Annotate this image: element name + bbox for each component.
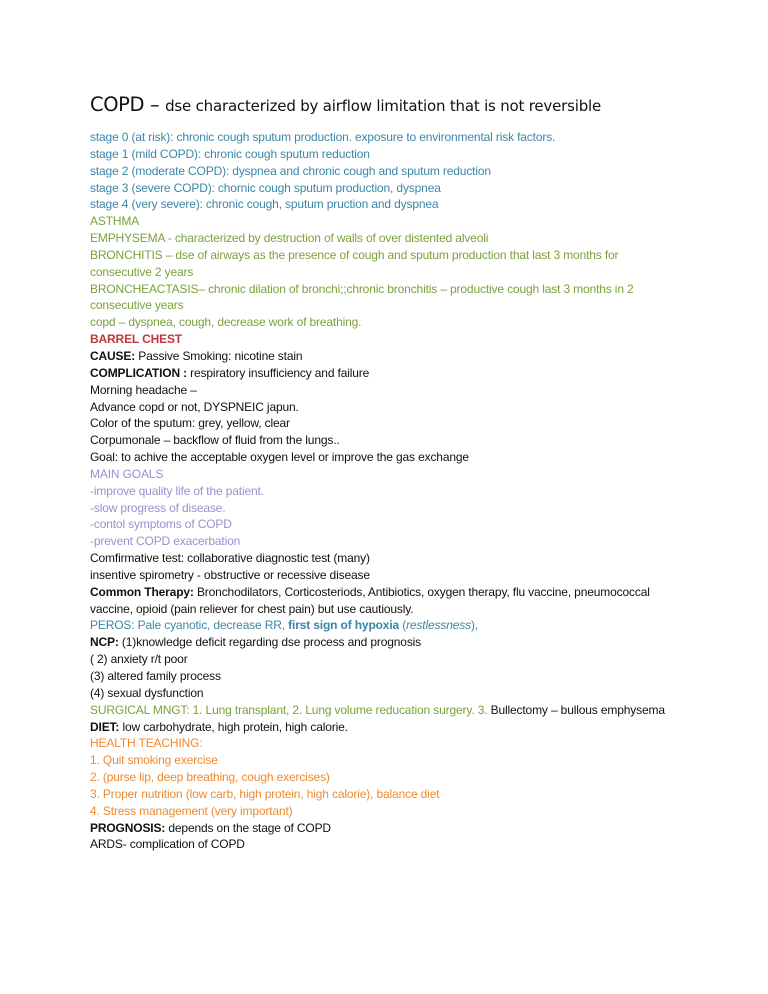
page-title xyxy=(90,93,601,116)
ncp-text: (1)knowledge deficit regarding dse process and prognosis xyxy=(118,635,422,650)
ards-line: ARDS- complication of COPD xyxy=(90,837,245,852)
cause-label: CAUSE: xyxy=(90,348,136,363)
sputum-color-line: Color of the sputum: grey, yellow, clear xyxy=(90,416,290,431)
barrel-chest-heading: BARREL CHEST xyxy=(90,332,182,347)
asthma-heading: ASTHMA xyxy=(90,214,140,229)
goal-item-2: -slow progress of disease. xyxy=(90,500,226,515)
health-teaching-item-2: 2. (purse lip, deep breathing, cough exercises) xyxy=(90,770,330,785)
goal-item-4: -prevent COPD exacerbation xyxy=(90,534,241,549)
diet-line xyxy=(90,719,680,736)
goal-item-3: -contol symptoms of COPD xyxy=(90,517,232,532)
surgical-part-a: SURGICAL MNGT: 1. Lung transplant, 2. Lung volume reducation surgery. 3. xyxy=(90,702,491,717)
ncp-item-3: (3) altered family process xyxy=(90,669,221,683)
health-teaching-heading: HEALTH TEACHING: xyxy=(90,736,203,751)
stage-4-line: stage 4 (very severe): chronic cough, sputum pruction and dyspnea xyxy=(90,197,439,212)
health-teaching-item-1: 1. Quit smoking exercise xyxy=(90,753,218,768)
peros-line xyxy=(90,617,680,634)
complication-text: respiratory insufficiency and failure xyxy=(187,365,370,380)
spirometry-line: insentive spirometry - obstructive or recessive disease xyxy=(90,567,370,582)
prognosis-text: depends on the stage of COPD xyxy=(165,820,331,835)
ncp-item-4: (4) sexual dysfunction xyxy=(90,685,204,700)
ncp-item-2: ( 2) anxiety r/t poor xyxy=(90,652,188,667)
title-subtitle: dse characterized by airflow limitation that is not reversible xyxy=(165,97,602,115)
goal-line: Goal: to achive the acceptable oxygen level or improve the gas exchange xyxy=(90,450,469,465)
peros-part-c: ( xyxy=(399,618,407,633)
prognosis-label: PROGNOSIS: xyxy=(90,820,166,835)
ncp-label: NCP: xyxy=(90,635,119,650)
peros-part-a: PEROS: Pale cyanotic, decrease RR, xyxy=(90,618,289,633)
diet-label: DIET: xyxy=(90,719,120,734)
notes-body xyxy=(90,129,680,853)
peros-part-e: ), xyxy=(470,618,479,633)
stage-1-line: stage 1 (mild COPD): chronic cough sputum reduction xyxy=(90,146,370,161)
complication-label: COMPLICATION : xyxy=(90,365,187,380)
stage-0-line: stage 0 (at risk): chronic cough sputum production. exposure to environmental risk factors. xyxy=(90,130,556,144)
stage-3-line: stage 3 (severe COPD): chornic cough sputum production, dyspnea xyxy=(90,180,441,195)
therapy-line xyxy=(90,584,680,618)
therapy-label: Common Therapy: xyxy=(90,584,194,599)
emphysema-line: EMPHYSEMA - characterized by destruction of walls of over distented alveoli xyxy=(90,231,489,246)
morning-headache-line: Morning headache – xyxy=(90,382,197,397)
confirmative-test-line: Comfirmative test: collaborative diagnostic test (many) xyxy=(90,551,370,566)
goal-item-1: -improve quality life of the patient. xyxy=(90,483,264,498)
cause-text: Passive Smoking: nicotine stain xyxy=(135,348,303,363)
surgical-part-b: Bullectomy – bullous emphysema xyxy=(490,702,665,717)
cause-line xyxy=(90,348,680,365)
surgical-line xyxy=(90,702,680,719)
therapy-text: Bronchodilators, Corticosteriods, Antibiotics, oxygen therapy, flu vaccine, pneumococcal vaccine, opioid (pain reliever for chest pain) but use cautiously. xyxy=(90,584,650,616)
bronchitis-line: BRONCHITIS – dse of airways as the presence of cough and sputum production that last 3 months for consecutive 2 years xyxy=(90,247,619,279)
bronchiectasis-line: BRONCHEACTASIS– chronic dilation of bronchi;;chronic bronchitis – productive cough last 3 months in 2 consecutive years xyxy=(90,281,634,313)
peros-part-d: restlessness xyxy=(406,618,471,633)
title-main: COPD – xyxy=(90,93,166,116)
copd-definition-line: copd – dyspnea, cough, decrease work of breathing. xyxy=(90,315,362,330)
health-teaching-item-4: 4. Stress management (very important) xyxy=(90,803,293,818)
advance-copd-line: Advance copd or not, DYSPNEIC japun. xyxy=(90,399,299,414)
complication-line xyxy=(90,365,680,382)
stage-2-line: stage 2 (moderate COPD): dyspnea and chronic cough and sputum reduction xyxy=(90,163,491,178)
ncp-line xyxy=(90,634,680,651)
diet-text: low carbohydrate, high protein, high calorie. xyxy=(119,719,348,734)
health-teaching-item-3: 3. Proper nutrition (low carb, high protein, high calorie), balance diet xyxy=(90,786,440,801)
prognosis-line xyxy=(90,820,680,837)
main-goals-heading: MAIN GOALS xyxy=(90,466,164,481)
peros-part-b: first sign of hypoxia xyxy=(288,618,400,633)
corpumonale-line: Corpumonale – backflow of fluid from the lungs.. xyxy=(90,433,340,448)
